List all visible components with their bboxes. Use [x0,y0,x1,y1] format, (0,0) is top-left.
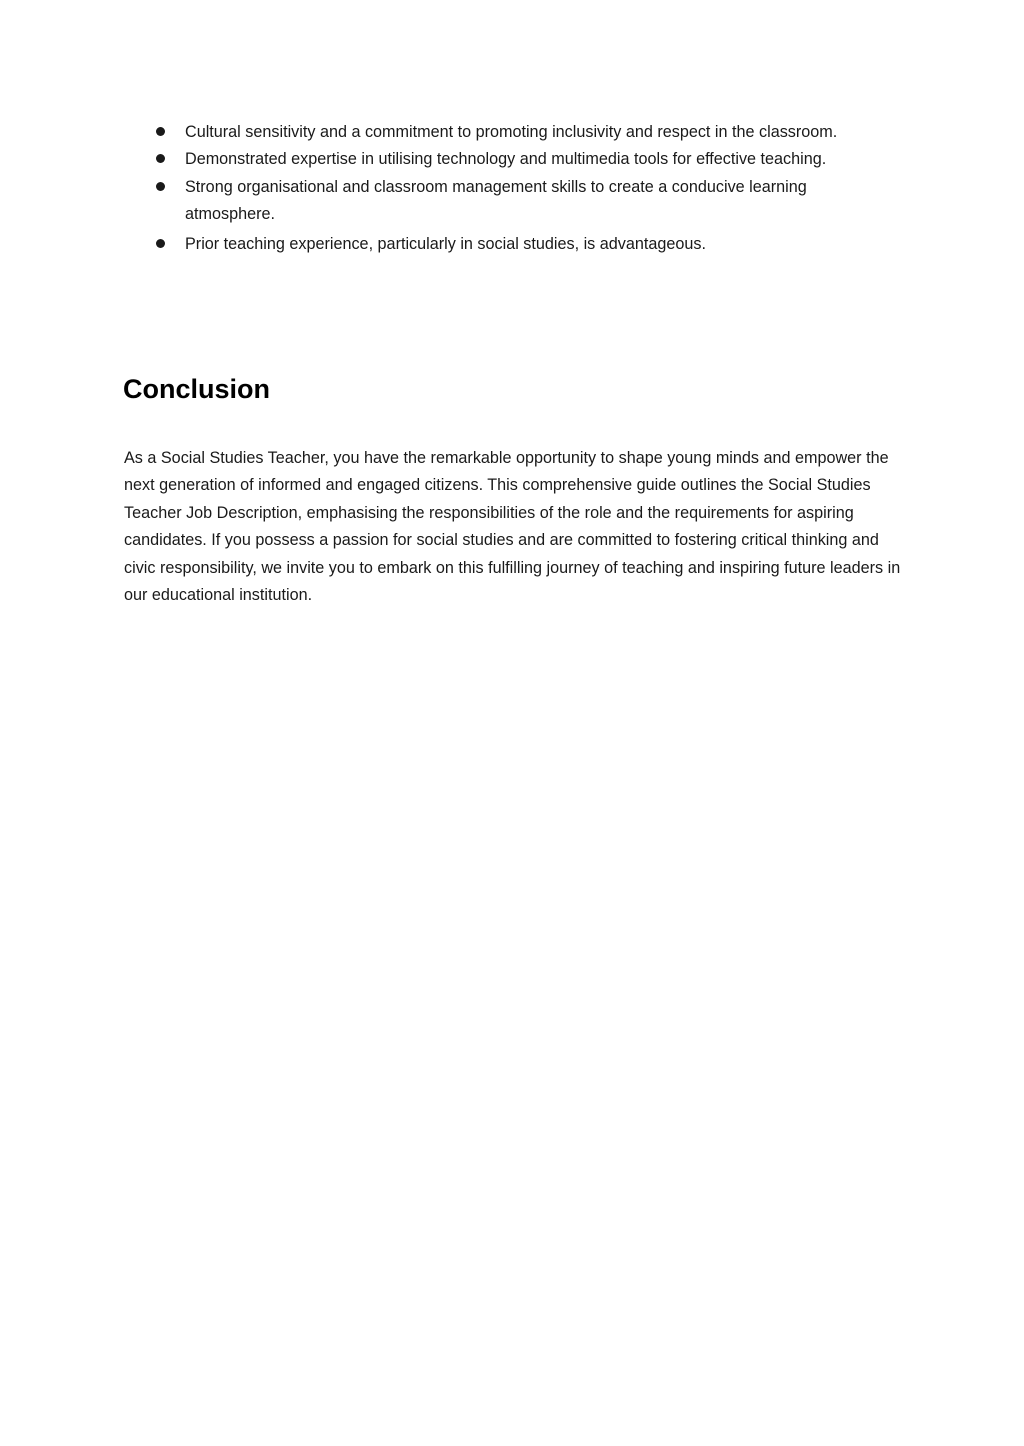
list-item-text: Strong organisational and classroom management skills to create a conducive learning atmosphere. [185,177,807,224]
requirements-list [124,119,864,258]
bullet-icon [156,239,165,248]
conclusion-paragraph: As a Social Studies Teacher, you have the remarkable opportunity to shape young minds and empower the next generation of informed and engaged citizens. This comprehensive guide outlines the Social Studies Teacher Job Description, emphasising the responsibilities of the role and the requirements for aspiring candidates. If you possess a passion for social studies and are committed to fostering critical thinking and civic responsibility, we invite you to embark on this fulfilling journey of teaching and inspiring future leaders in our educational institution. [124,449,901,605]
bullet-icon [156,127,165,136]
list-item [124,119,864,146]
list-item [124,146,864,173]
bullet-icon [156,154,165,163]
section-heading: Conclusion [123,374,270,404]
list-item [124,231,864,258]
list-item-text: Prior teaching experience, particularly in social studies, is advantageous. [185,234,706,253]
list-item-text: Cultural sensitivity and a commitment to promoting inclusivity and respect in the classroom. [185,123,838,141]
bullet-icon [156,182,165,191]
list-item [124,174,864,229]
list-item-text: Demonstrated expertise in utilising technology and multimedia tools for effective teaching. [185,150,827,169]
